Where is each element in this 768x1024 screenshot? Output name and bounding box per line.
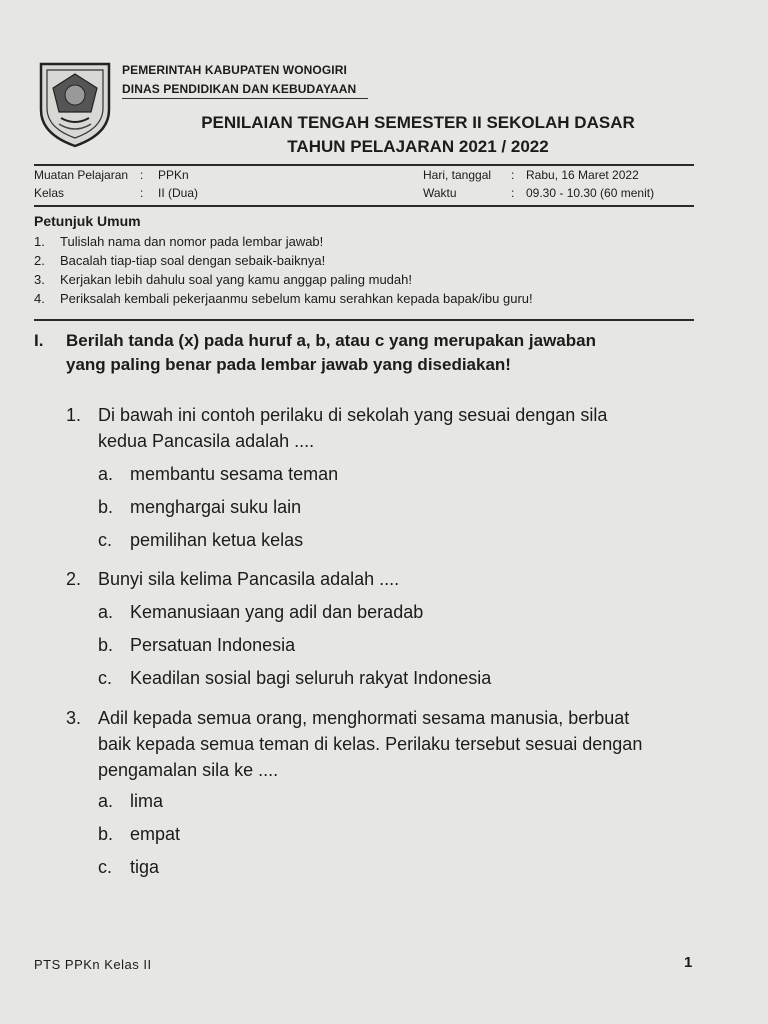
question-2-option-a-letter: a. xyxy=(98,602,114,622)
time-separator: : xyxy=(511,186,515,200)
institution-line-2: DINAS PENDIDIKAN DAN KEBUDAYAAN xyxy=(122,82,357,96)
divider-bottom xyxy=(34,319,694,321)
section-number: I. xyxy=(34,331,44,350)
question-3-option-a-letter: a. xyxy=(98,791,114,811)
subject-label: Muatan Pelajaran xyxy=(34,168,129,182)
exam-title: PENILAIAN TENGAH SEMESTER II SEKOLAH DASAR xyxy=(201,113,635,132)
question-1-option-c-letter: c. xyxy=(98,530,113,550)
instruction-item xyxy=(34,291,533,306)
page-number: 1 xyxy=(684,954,693,971)
question-1-option-c: pemilihan ketua kelas xyxy=(130,530,304,550)
question-1-option-a-letter: a. xyxy=(98,464,114,484)
date-value: Rabu, 16 Maret 2022 xyxy=(526,168,639,182)
regency-crest-icon xyxy=(37,60,113,148)
question-1-text: Di bawah ini contoh perilaku di sekolah yang sesuai dengan sila xyxy=(98,405,608,425)
class-label: Kelas xyxy=(34,186,65,200)
time-value: 09.30 - 10.30 (60 menit) xyxy=(526,186,655,200)
question-1-option-b-letter: b. xyxy=(98,497,114,517)
divider-top xyxy=(34,164,694,166)
subject-separator: : xyxy=(140,168,144,182)
question-3-option-a: lima xyxy=(130,791,164,811)
question-3-option-c-letter: c. xyxy=(98,857,113,877)
question-3-text: Adil kepada semua orang, menghormati sesama manusia, berbuat xyxy=(98,708,630,728)
instruction-number: 2. xyxy=(34,253,45,268)
divider-middle xyxy=(34,205,694,207)
institution-line-1: PEMERINTAH KABUPATEN WONOGIRI xyxy=(122,63,347,77)
date-label: Hari, tanggal xyxy=(423,168,492,182)
question-1-text: kedua Pancasila adalah .... xyxy=(98,431,315,451)
question-1-option-a: membantu sesama teman xyxy=(130,464,339,484)
subject-value: PPKn xyxy=(158,168,189,182)
question-3-text: baik kepada semua teman di kelas. Perilaku tersebut sesuai dengan xyxy=(98,734,643,754)
instruction-item xyxy=(34,272,412,287)
time-label: Waktu xyxy=(423,186,457,200)
date-separator: : xyxy=(511,168,515,182)
question-2-number: 2. xyxy=(66,569,82,589)
question-3-text: pengamalan sila ke .... xyxy=(98,760,279,780)
question-1-option-b: menghargai suku lain xyxy=(130,497,302,517)
instruction-item xyxy=(34,253,325,268)
question-2-option-c: Keadilan sosial bagi seluruh rakyat Indonesia xyxy=(130,668,492,688)
instructions-title: Petunjuk Umum xyxy=(34,213,141,229)
instruction-text: Tulislah nama dan nomor pada lembar jawab! xyxy=(60,234,324,249)
question-2-option-a: Kemanusiaan yang adil dan beradab xyxy=(130,602,424,622)
footer-label: PTS PPKn Kelas II xyxy=(34,957,152,972)
question-2-option-b-letter: b. xyxy=(98,635,114,655)
question-2-option-c-letter: c. xyxy=(98,668,113,688)
instruction-text: Bacalah tiap-tiap soal dengan sebaik-baiknya! xyxy=(60,253,326,268)
class-separator: : xyxy=(140,186,144,200)
instruction-text: Periksalah kembali pekerjaanmu sebelum kamu serahkan kepada bapak/ibu guru! xyxy=(60,291,533,306)
section-instruction-line-2: yang paling benar pada lembar jawab yang disediakan! xyxy=(66,355,511,374)
question-3-option-b-letter: b. xyxy=(98,824,114,844)
instruction-item xyxy=(34,234,323,249)
instruction-number: 3. xyxy=(34,272,45,287)
question-1-number: 1. xyxy=(66,405,82,425)
instruction-number: 4. xyxy=(34,291,45,306)
question-2-text: Bunyi sila kelima Pancasila adalah .... xyxy=(98,569,400,589)
institution-underline xyxy=(122,98,368,99)
question-2-option-b: Persatuan Indonesia xyxy=(130,635,296,655)
instruction-text: Kerjakan lebih dahulu soal yang kamu anggap paling mudah! xyxy=(60,272,412,287)
instruction-number: 1. xyxy=(34,234,45,249)
class-value: II (Dua) xyxy=(158,186,199,200)
question-3-option-b: empat xyxy=(130,824,181,844)
question-3-option-c: tiga xyxy=(130,857,160,877)
academic-year: TAHUN PELAJARAN 2021 / 2022 xyxy=(287,137,549,156)
section-instruction-line-1: Berilah tanda (x) pada huruf a, b, atau c yang merupakan jawaban xyxy=(66,331,596,350)
question-3-number: 3. xyxy=(66,708,82,728)
